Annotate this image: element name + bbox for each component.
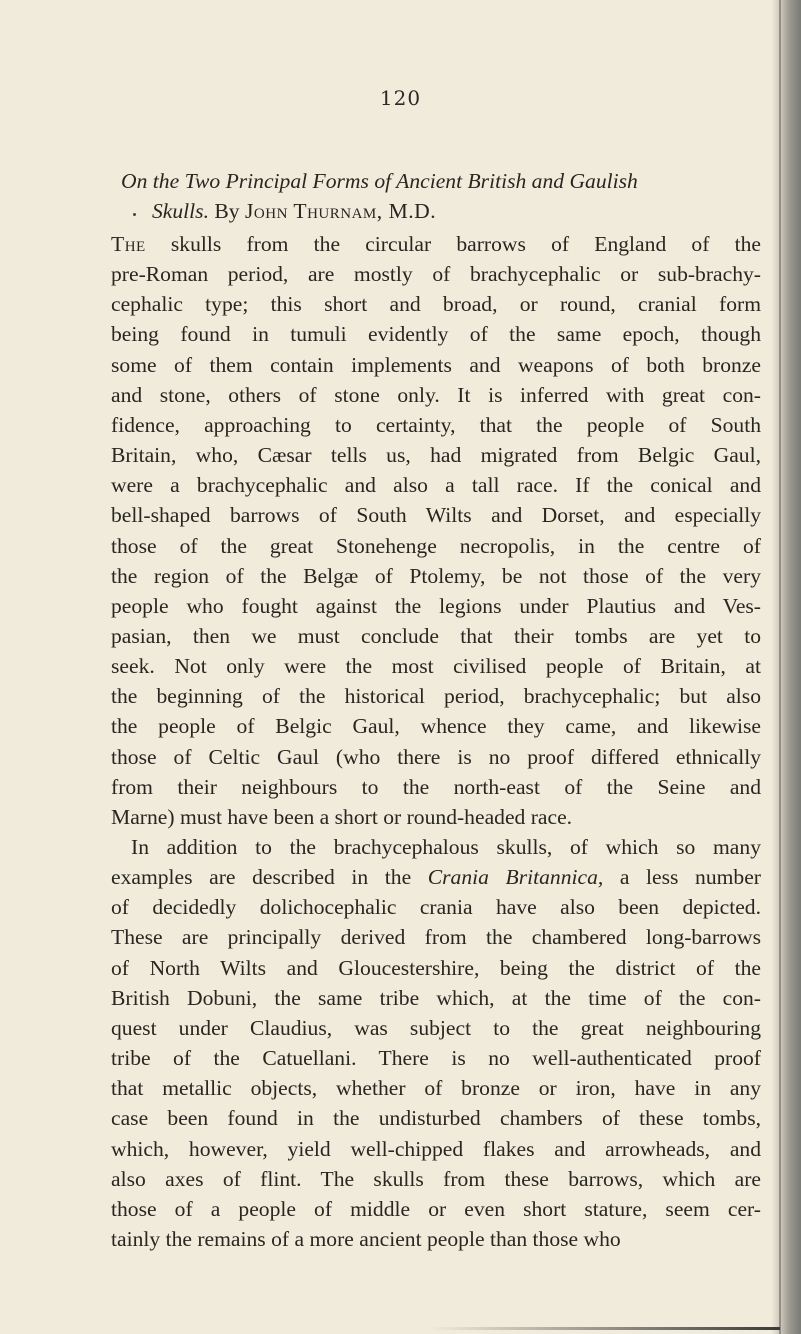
- text-segment: Britain, who, Cæsar tells us, had migrated from Belgic Gaul,: [111, 443, 761, 468]
- text-segment: a less number: [603, 865, 761, 890]
- text-line: [111, 531, 761, 561]
- text-segment: These are principally derived from the chambered long-barrows: [111, 925, 761, 950]
- stray-mark: [133, 213, 136, 216]
- text-line: [111, 500, 761, 530]
- author-name: John Thurnam, M.D.: [245, 199, 437, 223]
- text-line: [111, 1194, 761, 1224]
- page-binding-edge: [779, 0, 781, 1334]
- text-segment: pasian, then we must conclude that their tombs are yet to: [111, 623, 761, 648]
- text-line: [111, 922, 761, 952]
- text-segment: being found in tumuli evidently of the same epoch, though: [111, 322, 761, 347]
- page-number: 120: [379, 86, 422, 110]
- text-segment: were a brachycephalic and also a tall race. If the conical and: [111, 473, 761, 498]
- byline-prefix: By: [214, 199, 240, 223]
- text-segment: from their neighbours to the north-east of the Seine and: [111, 774, 761, 799]
- text-segment: examples are described in the: [111, 865, 428, 890]
- text-segment: bell-shaped barrows of South Wilts and Dorset, and especially: [111, 503, 761, 528]
- text-line: [111, 1043, 761, 1073]
- text-segment: tainly the remains of a more ancient people than those who: [111, 1226, 621, 1251]
- page-edge-shadow: [771, 0, 801, 1334]
- text-line: [111, 350, 761, 380]
- text-segment: case been found in the undisturbed chambers of these tombs,: [111, 1106, 761, 1131]
- text-segment: fidence, approaching to certainty, that the people of South: [111, 412, 761, 437]
- text-line: [111, 1134, 761, 1164]
- text-segment: quest under Claudius, was subject to the great neighbouring: [111, 1015, 761, 1040]
- text-line: [111, 1164, 761, 1194]
- text-segment: the people of Belgic Gaul, whence they came, and likewise: [111, 714, 761, 739]
- text-segment: also axes of flint. The skulls from these barrows, which are: [111, 1166, 761, 1191]
- text-line: [111, 440, 761, 470]
- opening-word: The: [111, 232, 146, 256]
- text-segment: some of them contain implements and weapons of both bronze: [111, 352, 761, 377]
- text-segment: tribe of the Catuellani. There is no well-authenticated proof: [111, 1046, 761, 1071]
- text-segment: of decidedly dolichocephalic crania have also been depicted.: [111, 895, 761, 920]
- text-segment: those of a people of middle or even short stature, seem cer-: [111, 1196, 761, 1221]
- text-segment: those of Celtic Gaul (who there is no proof differed ethnically: [111, 744, 761, 769]
- text-segment: and stone, others of stone only. It is inferred with great con-: [111, 382, 761, 407]
- text-segment: people who fought against the legions under Plautius and Ves-: [111, 593, 761, 618]
- text-line: [111, 561, 761, 591]
- text-segment: British Dobuni, the same tribe which, at the time of the con-: [111, 985, 761, 1010]
- page-bottom-shadow: [430, 1327, 780, 1330]
- text-line: [111, 681, 761, 711]
- text-segment: pre-Roman period, are mostly of brachycephalic or sub-brachy-: [111, 262, 761, 287]
- text-segment: skulls from the circular barrows of England of the: [145, 232, 761, 256]
- text-segment: that metallic objects, whether of bronze or iron, have in any: [111, 1076, 761, 1101]
- text-line: [111, 892, 761, 922]
- text-line: [111, 862, 761, 892]
- text-line: [111, 651, 761, 681]
- text-line: [111, 711, 761, 741]
- text-line: [111, 953, 761, 983]
- text-line: [111, 470, 761, 500]
- text-line: [111, 772, 761, 802]
- text-segment: which, however, yield well-chipped flakes and arrowheads, and: [111, 1136, 761, 1161]
- text-line: [111, 1013, 761, 1043]
- text-line: [111, 1103, 761, 1133]
- text-line: [111, 289, 761, 319]
- text-line: [111, 410, 761, 440]
- text-line: [111, 591, 761, 621]
- text-segment: of North Wilts and Gloucestershire, being the district of the: [111, 955, 761, 980]
- text-segment: the beginning of the historical period, brachycephalic; but also: [111, 684, 761, 709]
- text-line: [111, 259, 761, 289]
- text-segment: those of the great Stonehenge necropolis, in the centre of: [111, 533, 761, 558]
- article-title-line-2: [152, 196, 436, 226]
- text-line: [111, 802, 761, 832]
- text-line: [111, 319, 761, 349]
- text-segment: In addition to the brachycephalous skulls, of which so many: [131, 835, 761, 859]
- article-title-end: Skulls.: [152, 199, 209, 223]
- text-segment: the region of the Belgæ of Ptolemy, be not those of the very: [111, 563, 761, 588]
- text-line: [111, 983, 761, 1013]
- text-line: [111, 832, 761, 862]
- article-title-line-1: On the Two Principal Forms of Ancient British and Gaulish: [121, 169, 638, 193]
- text-line: [111, 380, 761, 410]
- text-line: [111, 621, 761, 651]
- text-segment: seek. Not only were the most civilised people of Britain, at: [111, 654, 761, 679]
- text-segment: Marne) must have been a short or round-headed race.: [111, 804, 573, 829]
- text-line: [111, 229, 761, 259]
- text-segment: cephalic type; this short and broad, or round, cranial form: [111, 292, 761, 317]
- text-line: [111, 742, 761, 772]
- italic-title: Crania Britannica,: [427, 865, 604, 890]
- text-line: [111, 1224, 761, 1254]
- text-line: [111, 1073, 761, 1103]
